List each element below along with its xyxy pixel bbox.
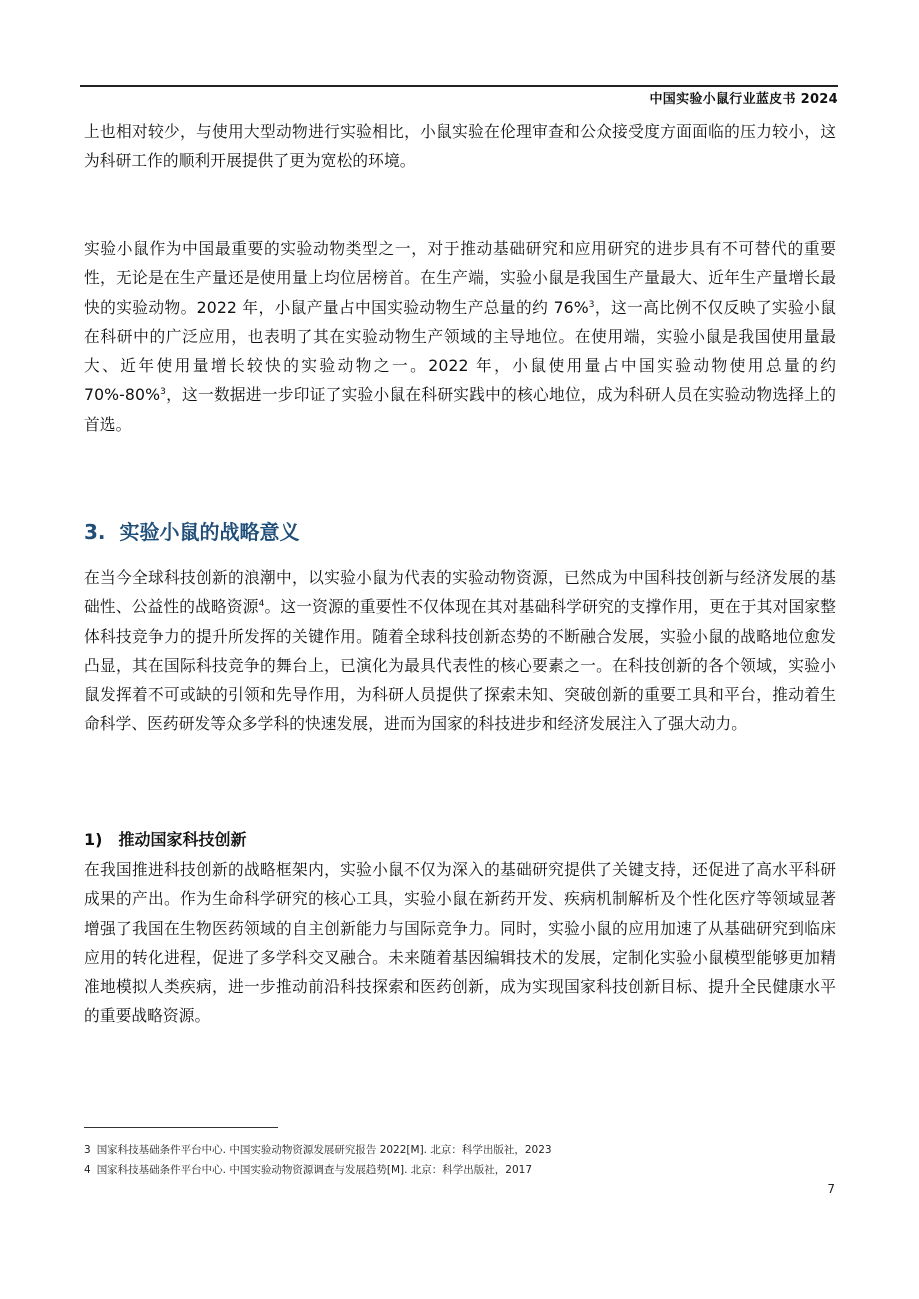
paragraph-text: 。这一资源的重要性不仅体现在其对基础科学研究的支撑作用，更在于其对国家整体科技竞争力的提升所发挥的关键作用。随着全球科技创新态势的不断融合发展，实验小鼠的战略地位愈发凸显，其在国际科技竞争的舞台上，已演化为最具代表性的核心要素之一。在科技创新的各个领域，实验小鼠发挥着不可或缺的引领和先导作用，为科研人员提供了探索未知、突破创新的重要工具和平台，推动着生命科学、医药研发等众多学科的快速发展，进而为国家的科技进步和经济发展注入了强大动力。 [84, 597, 836, 734]
footnote-number: 4 [84, 1164, 91, 1176]
running-header-title: 中国实验小鼠行业蓝皮书 2024 [649, 92, 838, 107]
paragraph-text: 上也相对较少，与使用大型动物进行实验相比，小鼠实验在伦理审查和公众接受度方面面临的压力较小，这为科研工作的顺利开展提供了更为宽松的环境。 [84, 122, 836, 171]
footnote-ref-3[interactable]: 3 [588, 299, 595, 310]
footnote-separator [84, 1127, 278, 1128]
footnote-ref-3[interactable]: 3 [160, 387, 166, 398]
subsection-heading [84, 826, 246, 854]
page-number: 7 [827, 1182, 835, 1196]
subsection-title-text: 推动国家科技创新 [118, 830, 247, 849]
footnote-text: 国家科技基础条件平台中心. 中国实验动物资源调查与发展趋势[M]. 北京：科学出版社，2017 [96, 1164, 533, 1176]
paragraph-ethics-continuation [84, 117, 836, 176]
footnote-text: 国家科技基础条件平台中心. 中国实验动物资源发展研究报告 2022[M]. 北京：科学出版社，2023 [96, 1144, 552, 1156]
paragraph-national-innovation [84, 855, 836, 1031]
footnote-number: 3 [84, 1144, 91, 1156]
section-heading [84, 517, 300, 547]
section-title-text: 实验小鼠的战略意义 [119, 520, 300, 544]
paragraph-text: 实验小鼠作为中国最重要的实验动物类型之一，对于推动基础研究和应用研究的进步具有不可替代的重要性，无论是在生产量还是使用量上均位居榜首。在生产端，实验小鼠是我国生产量最大、近年生产量增长最快的实验动物。2022 年，小鼠产量占中国实验动物生产总量的约 76% [84, 239, 836, 317]
paragraph-strategic-significance [84, 563, 836, 739]
paragraph-text: ，这一高比例不仅反映了实验小鼠在科研中的广泛应用，也表明了其在实验动物生产领域的主导地位。在使用端，实验小鼠是我国使用量最大、近年使用量增长较快的实验动物之一。2022 年，小鼠使用量占中国实验动物使用总量的约 70%-80% [84, 297, 837, 405]
paragraph-text: ，这一数据进一步印证了实验小鼠在科研实践中的核心地位，成为科研人员在实验动物选择上的首选。 [84, 385, 836, 434]
subsection-number: 1) [84, 830, 103, 849]
footnote-4 [84, 1162, 834, 1178]
paragraph-text: 在我国推进科技创新的战略框架内，实验小鼠不仅为深入的基础研究提供了关键支持，还促进了高水平科研成果的产出。作为生命科学研究的核心工具，实验小鼠在新药开发、疾病机制解析及个性化医疗等领域显著增强了我国在生物医药领域的自主创新能力与国际竞争力。同时，实验小鼠的应用加速了从基础研究到临床应用的转化进程，促进了多学科交叉融合。未来随着基因编辑技术的发展，定制化实验小鼠模型能够更加精准地模拟人类疾病，进一步推动前沿科技探索和医药创新，成为实现国家科技创新目标、提升全民健康水平的重要战略资源。 [84, 860, 836, 1026]
paragraph-mouse-importance [84, 234, 836, 439]
paragraph-text: 在当今全球科技创新的浪潮中，以实验小鼠为代表的实验动物资源，已然成为中国科技创新与经济发展的基础性、公益性的战略资源 [84, 568, 836, 617]
footnote-3 [84, 1142, 834, 1158]
section-number: 3. [84, 520, 106, 544]
header-rule [80, 85, 838, 87]
footnote-ref-4[interactable]: 4 [258, 599, 265, 610]
